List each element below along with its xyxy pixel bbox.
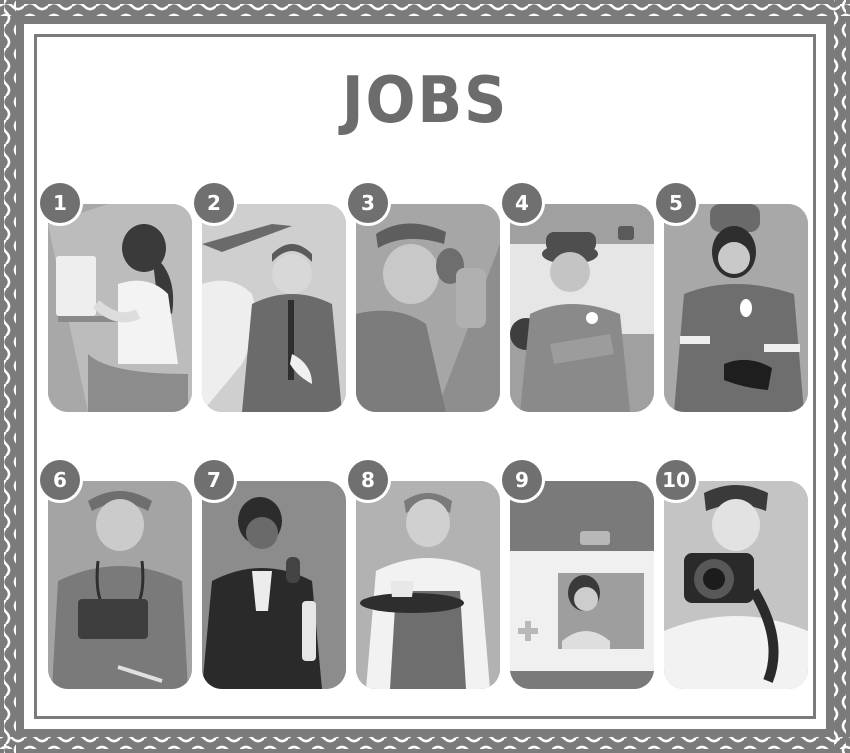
card-9: [510, 481, 654, 689]
singer-illustration: [356, 204, 500, 412]
card-8: [356, 481, 500, 689]
page-title: JOBS: [341, 64, 509, 138]
card-10: [664, 481, 808, 689]
card-number-2: 2: [194, 183, 234, 223]
ambulance-driver-illustration: [510, 481, 654, 689]
reporter-illustration: [202, 481, 346, 689]
card-7: [202, 481, 346, 689]
pilot-illustration: [202, 204, 346, 412]
card-number-10: 10: [656, 460, 696, 500]
card-number-5: 5: [656, 183, 696, 223]
laptop-worker-illustration: [48, 204, 192, 412]
card-number-8: 8: [348, 460, 388, 500]
firefighter-illustration: [664, 204, 808, 412]
card-3: [356, 204, 500, 412]
card-2: [202, 204, 346, 412]
photographer-illustration: [664, 481, 808, 689]
card-number-3: 3: [348, 183, 388, 223]
card-number-7: 7: [194, 460, 234, 500]
card-number-6: 6: [40, 460, 80, 500]
card-1: [48, 204, 192, 412]
card-5: [664, 204, 808, 412]
card-number-1: 1: [40, 183, 80, 223]
card-6: [48, 481, 192, 689]
card-number-4: 4: [502, 183, 542, 223]
card-number-9: 9: [502, 460, 542, 500]
doctor-illustration: [48, 481, 192, 689]
card-4: [510, 204, 654, 412]
police-officer-illustration: [510, 204, 654, 412]
waiter-illustration: [356, 481, 500, 689]
